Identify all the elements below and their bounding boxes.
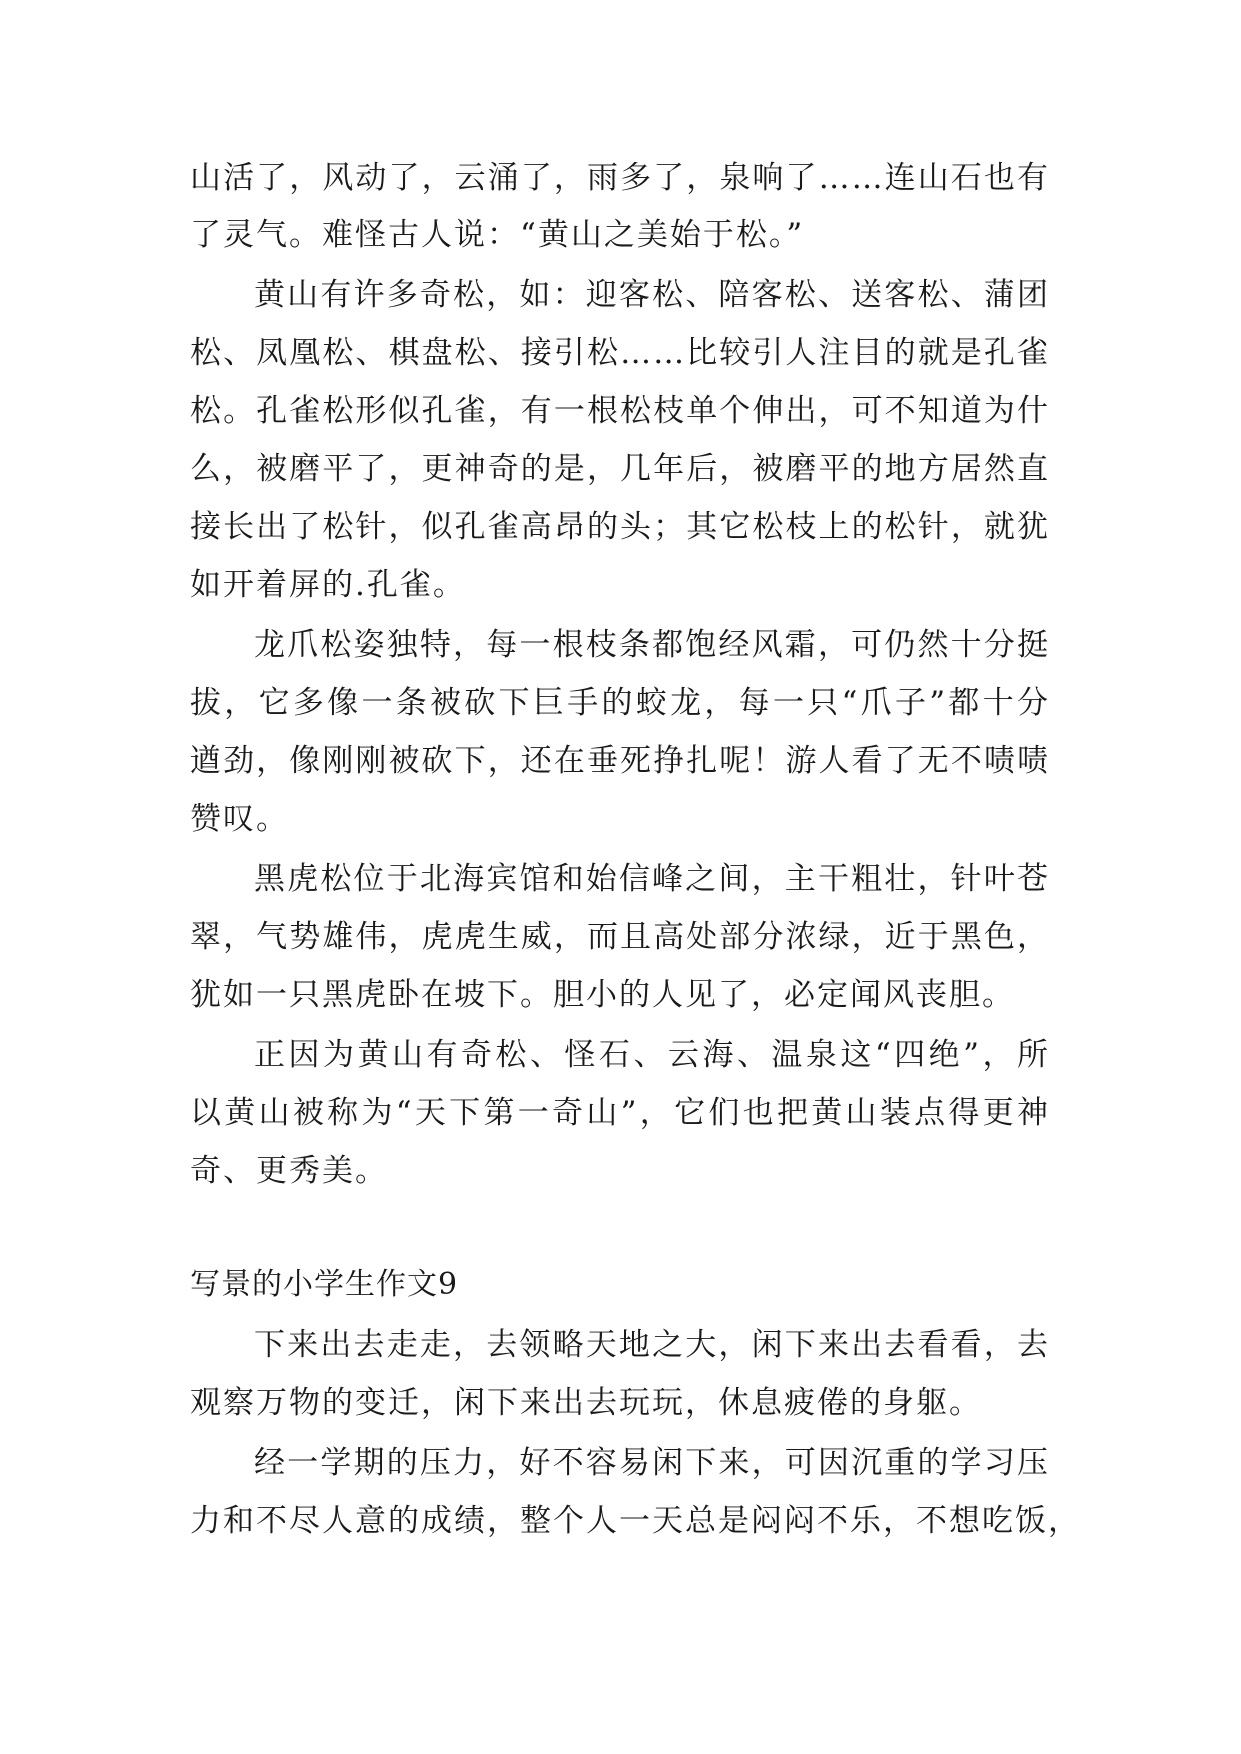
paragraph-line: 黑虎松位于北海宾馆和始信峰之间，主干粗壮，针叶苍 (254, 861, 1050, 897)
paragraph-line: 龙爪松姿独特，每一根枝条都饱经风霜，可仍然十分挺 (254, 627, 1050, 663)
paragraph-line: 犹如一只黑虎卧在坡下。胆小的人见了，必定闻风丧胆。 (190, 977, 1015, 1013)
paragraph-line: 经一学期的压力，好不容易闲下来，可因沉重的学习压 (254, 1445, 1050, 1481)
paragraph-line: 翠，气势雄伟，虎虎生威，而且高处部分浓绿，近于黑色， (190, 919, 1050, 955)
paragraph-line: 以黄山被称为“天下第一奇山”，它们也把黄山装点得更神 (190, 1095, 1050, 1131)
paragraph-line: 松。孔雀松形似孔雀，有一根松枝单个伸出，可不知道为什 (190, 393, 1050, 429)
paragraph-line: 遒劲，像刚刚被砍下，还在垂死挣扎呢！游人看了无不啧啧 (190, 743, 1050, 779)
paragraph-line: 观察万物的变迁，闲下来出去玩玩，休息疲倦的身躯。 (190, 1385, 982, 1421)
paragraph-line: 么，被磨平了，更神奇的是，几年后，被磨平的地方居然直 (190, 451, 1050, 487)
paragraph-line: 赞叹。 (190, 801, 289, 837)
paragraph-line: 拔，它多像一条被砍下巨手的蛟龙，每一只“爪子”都十分 (190, 685, 1050, 721)
paragraph-line: 力和不尽人意的成绩，整个人一天总是闷闷不乐，不想吃饭， (190, 1503, 1081, 1539)
section-heading: 写景的小学生作文9 (190, 1267, 459, 1302)
paragraph-line: 如开着屏的.孔雀。 (190, 567, 466, 603)
paragraph-line: 奇、更秀美。 (190, 1153, 388, 1189)
paragraph-line: 黄山有许多奇松，如：迎客松、陪客松、送客松、蒲团 (254, 277, 1050, 313)
paragraph-line: 了灵气。难怪古人说：“黄山之美始于松。” (190, 217, 805, 253)
paragraph-line: 下来出去走走，去领略天地之大，闲下来出去看看，去 (254, 1327, 1050, 1363)
paragraph-line: 山活了，风动了，云涌了，雨多了，泉响了……连山石也有 (190, 160, 1050, 196)
paragraph-line: 正因为黄山有奇松、怪石、云海、温泉这“四绝”，所 (254, 1037, 1050, 1073)
document-body (190, 0, 1081, 1754)
paragraph-line: 松、凤凰松、棋盘松、接引松……比较引人注目的就是孔雀 (190, 335, 1050, 371)
paragraph-line: 接长出了松针，似孔雀高昂的头；其它松枝上的松针，就犹 (190, 509, 1050, 545)
